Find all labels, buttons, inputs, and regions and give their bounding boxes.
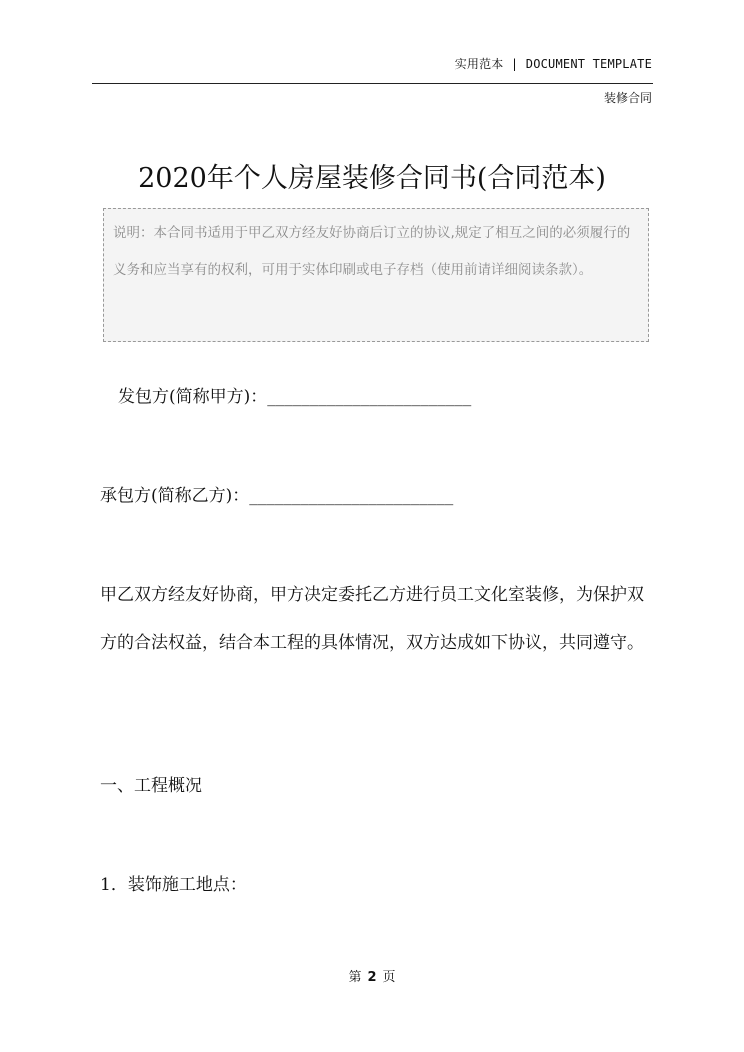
clause-item: 1．装饰施工地点： <box>100 875 247 895</box>
page-footer <box>0 966 744 985</box>
page-suffix: 页 <box>382 970 396 985</box>
header-divider <box>92 83 653 84</box>
page-prefix: 第 <box>348 970 362 985</box>
header-category: 装修合同 <box>603 91 652 105</box>
page-number: 2 <box>367 970 377 985</box>
document-title: 2020年个人房屋装修合同书(合同范本) <box>138 163 606 195</box>
instruction-note: 说明：本合同书适用于甲乙双方经友好协商后订立的协议,规定了相互之间的必须履行的义务和应当享有的权利，可用于实体印刷或电子存档（使用前请详细阅读条款）。 <box>103 208 649 342</box>
section-heading: 一、工程概况 <box>100 776 202 796</box>
party-b-field: 承包方(简称乙方)：________________________ <box>100 486 454 506</box>
intro-paragraph: 甲乙双方经友好协商，甲方决定委托乙方进行员工文化室装修，为保护双方的合法权益，结合本工程的具体情况，双方达成如下协议，共同遵守。 <box>100 585 644 653</box>
header-brand: 实用范本 | DOCUMENT TEMPLATE <box>454 57 652 71</box>
party-a-field: 发包方(简称甲方)：________________________ <box>118 387 472 407</box>
